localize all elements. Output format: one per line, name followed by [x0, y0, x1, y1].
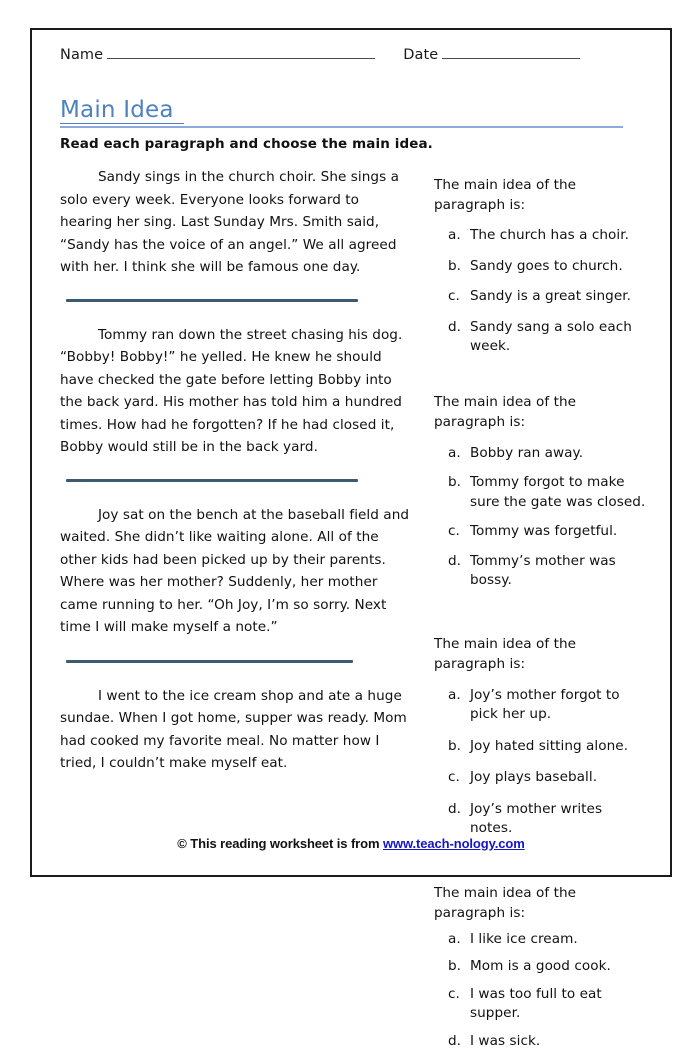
footer: [32, 836, 670, 851]
choice-letter: b.: [448, 474, 462, 491]
choice-list: [434, 226, 648, 357]
choice-letter: c.: [448, 769, 460, 786]
choice-text: The church has a choir.: [470, 227, 630, 244]
choice-letter: d.: [448, 318, 462, 335]
passage-text: I went to the ice cream shop and ate a huge sundae. When I got home, supper was ready. Mom had cooked my favorite meal. No matter how I tried, I couldn’t make myself eat.: [60, 687, 407, 772]
choice-option[interactable]: [434, 552, 648, 591]
question-stem: The main idea of the paragraph is:: [434, 177, 577, 214]
choice-option[interactable]: [434, 985, 648, 1024]
passage-text: Tommy ran down the street chasing his dog. “Bobby! Bobby!” he yelled. He knew he should have checked the gate before letting Bobby into the back yard. His mother has told him a hundred times. How had he forgotten? If he had closed it, Bobby would still be in the back yard.: [60, 326, 403, 456]
choice-letter: a.: [448, 227, 461, 244]
separator-wrap: [60, 299, 412, 302]
choice-letter: b.: [448, 737, 462, 754]
choice-letter: a.: [448, 444, 461, 461]
choice-text: Tommy forgot to make sure the gate was closed.: [470, 474, 646, 510]
choice-text: Sandy goes to church.: [470, 257, 623, 274]
passage-separator: [66, 299, 358, 302]
questions-column: [412, 166, 648, 1059]
choice-option[interactable]: [434, 318, 648, 357]
choice-option[interactable]: [434, 444, 648, 464]
choice-letter: b.: [448, 958, 462, 975]
question-block: [434, 634, 648, 839]
choice-option[interactable]: [434, 768, 648, 788]
choice-list: [434, 930, 648, 1052]
title-divider-rule: [60, 126, 623, 128]
worksheet-page: [30, 28, 672, 1049]
passage-text: Joy sat on the bench at the baseball field and waited. She didn’t like waiting alone. All of the other kids had been picked up by their parents. Where was her mother? Suddenly, her mother came running to her. “Oh Joy, I’m so sorry. Next time I will make myself a note.”: [60, 506, 410, 636]
choice-text: Sandy is a great singer.: [470, 288, 631, 305]
choice-option[interactable]: [434, 522, 648, 542]
name-date-row: [60, 46, 648, 74]
choice-option[interactable]: [434, 226, 648, 246]
choice-letter: d.: [448, 800, 462, 817]
worksheet-content: [32, 30, 670, 1049]
choice-text: Joy hated sitting alone.: [470, 737, 629, 754]
question-stem: The main idea of the paragraph is:: [434, 393, 577, 430]
choice-option[interactable]: [434, 800, 648, 839]
title-block: [60, 98, 648, 128]
choice-letter: d.: [448, 552, 462, 569]
passage-separator: [66, 479, 358, 482]
choice-option[interactable]: [434, 257, 648, 277]
choice-text: Tommy’s mother was bossy.: [470, 552, 616, 589]
choice-letter: d.: [448, 1032, 462, 1049]
choice-text: Mom is a good cook.: [470, 958, 611, 975]
name-write-in-line[interactable]: [107, 46, 375, 59]
choice-option[interactable]: [434, 473, 648, 512]
separator-wrap: [60, 660, 412, 663]
choice-text: Joy plays baseball.: [470, 769, 598, 786]
choice-option[interactable]: [434, 1032, 648, 1052]
title-underline: [60, 123, 184, 124]
choice-text: I like ice cream.: [470, 930, 578, 947]
choice-letter: a.: [448, 686, 461, 703]
separator-wrap: [60, 479, 412, 482]
page-title: Main Idea: [60, 97, 174, 123]
copyright-icon: ©: [177, 836, 187, 851]
worksheet-body: [60, 166, 648, 1059]
footer-text: This reading worksheet is from: [190, 836, 380, 851]
choice-option[interactable]: [434, 957, 648, 977]
question-stem: The main idea of the paragraph is:: [434, 884, 577, 921]
instructions-text: Read each paragraph and choose the main idea.: [60, 136, 433, 153]
choice-text: I was sick.: [470, 1032, 541, 1049]
choice-text: Joy’s mother writes notes.: [470, 800, 603, 837]
date-write-in-line[interactable]: [442, 46, 580, 59]
passage-separator: [66, 660, 353, 663]
name-label: Name: [60, 47, 104, 63]
choice-option[interactable]: [434, 287, 648, 307]
date-label: Date: [403, 47, 439, 63]
choice-letter: c.: [448, 288, 460, 305]
passage-text: Sandy sings in the church choir. She sings a solo every week. Everyone looks forward to hearing her sing. Last Sunday Mrs. Smith said, “Sandy has the voice of an angel.” We all agreed with her. I think she will be famous one day.: [60, 169, 399, 276]
choice-letter: a.: [448, 930, 461, 947]
choice-letter: c.: [448, 523, 460, 540]
question-block: [434, 392, 648, 591]
choice-text: Joy’s mother forgot to pick her up.: [470, 686, 620, 723]
choice-text: Tommy was forgetful.: [470, 523, 618, 540]
choice-letter: b.: [448, 257, 462, 274]
teachnology-link[interactable]: www.teach-nology.com: [382, 836, 525, 851]
question-block: [434, 175, 648, 357]
question-block: [434, 883, 648, 1052]
choice-list: [434, 686, 648, 839]
question-stem: The main idea of the paragraph is:: [434, 635, 577, 672]
choice-text: I was too full to eat supper.: [470, 985, 602, 1022]
choice-option[interactable]: [434, 930, 648, 950]
choice-text: Sandy sang a solo each week.: [470, 318, 632, 355]
choice-list: [434, 444, 648, 591]
choice-option[interactable]: [434, 737, 648, 757]
choice-text: Bobby ran away.: [470, 444, 584, 461]
choice-option[interactable]: [434, 686, 648, 725]
passages-column: [60, 166, 412, 1059]
choice-letter: c.: [448, 985, 460, 1002]
